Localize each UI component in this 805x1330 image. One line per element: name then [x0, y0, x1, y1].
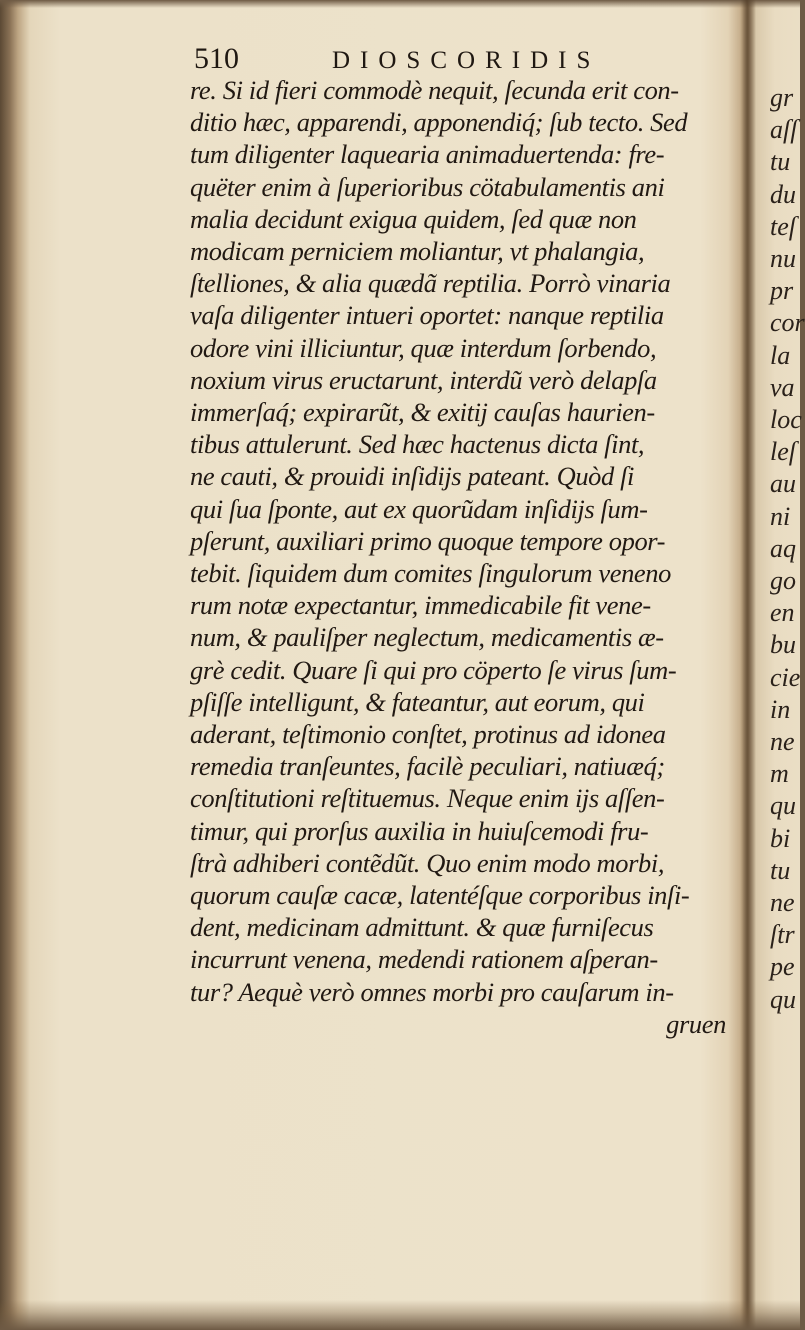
text-line: dent, medicinam admittunt. & quæ furniſecus: [190, 912, 654, 943]
next-page-fragment: bu: [770, 630, 796, 660]
text-line: odore vini illiciuntur, quæ interdum ſorbendo,: [190, 332, 657, 363]
next-page-fragment: cor: [770, 308, 805, 338]
next-page-edge: [770, 82, 805, 1016]
next-page-fragment: va: [770, 372, 795, 402]
text-line: remedia tranſeuntes, facilè peculiari, natiuæq́;: [190, 751, 665, 782]
text-line: ſtelliones, & alia quædã reptilia. Porrò vinaria: [190, 268, 671, 299]
next-page-fragment: qu: [770, 984, 796, 1014]
next-page-fragment: go: [770, 566, 796, 596]
text-line: tibus attulerunt. Sed hæc hactenus dicta ſint,: [190, 429, 645, 460]
next-page-fragment: bi: [770, 823, 791, 853]
text-line: qui ſua ſponte, aut ex quorũdam inſidijs ſum-: [190, 493, 648, 524]
text-line: conſtitutioni reſtituemus. Neque enim ijs aſſen-: [190, 783, 665, 814]
next-page-fragment: en: [770, 598, 795, 628]
text-line: re. Si id fieri commodè nequit, ſecunda erit con-: [190, 75, 679, 105]
text-line: tum diligenter laquearia animaduertenda: fre-: [190, 139, 665, 170]
next-page-fragment: aſſ: [770, 115, 798, 145]
page-bottom-edge: [0, 1300, 800, 1330]
next-page-fragment: tu: [770, 855, 791, 885]
next-page-fragment: ne: [770, 727, 795, 757]
next-page-fragment: la: [770, 340, 791, 370]
text-line: noxium virus eructarunt, interdũ verò delapſa: [190, 364, 657, 395]
catchword: gruen: [666, 1008, 726, 1039]
text-line: num, & pauliſper neglectum, medicamentis æ-: [190, 622, 664, 653]
next-page-fragment: pr: [770, 276, 794, 306]
left-page: [20, 0, 748, 1318]
text-line: grè cedit. Quare ſi qui pro cöperto ſe virus ſum-: [190, 654, 677, 685]
next-page-fragment: m: [770, 759, 789, 789]
next-page-fragment: cie: [770, 662, 801, 692]
next-page-fragment: loc: [770, 405, 802, 435]
next-page-fragment: teſ: [770, 211, 796, 241]
next-page-fragment: tu: [770, 147, 791, 177]
next-page-fragment: qu: [770, 791, 796, 821]
text-line: quëter enim à ſuperioribus cötabulamentis ani: [190, 171, 665, 202]
next-page-fragment: leſ: [770, 437, 796, 467]
next-page-fragment: au: [770, 469, 796, 499]
page-number: 510: [194, 42, 239, 75]
text-line: modicam perniciem moliantur, vt phalangia,: [190, 236, 645, 267]
text-line: immerſaq́; expirarũt, & exitij cauſas haurien-: [190, 397, 655, 428]
text-line: incurrunt venena, medendi rationem aſperan-: [190, 944, 658, 975]
page-header: [194, 42, 654, 76]
next-page-fragment: gr: [770, 83, 794, 112]
body-text: [190, 74, 750, 1040]
text-line: ne cauti, & prouidi inſidijs pateant. Quòd ſi: [190, 461, 635, 492]
next-page-fragment: pe: [770, 952, 795, 982]
next-page-fragment: ſtr: [770, 920, 795, 950]
text-line: tur? Aequè verò omnes morbi pro cauſarum in-: [190, 976, 674, 1007]
text-line: ſtrà adhiberi contẽdũt. Quo enim modo morbi,: [190, 847, 665, 878]
next-page-fragment: aq: [770, 533, 796, 563]
running-head: DIOSCORIDIS: [332, 47, 601, 74]
text-line: pſerunt, auxiliari primo quoque tempore opor-: [190, 525, 666, 556]
text-line: aderant, teſtimonio conſtet, protinus ad idonea: [190, 719, 666, 750]
next-page-fragment: ni: [770, 501, 791, 531]
text-line: timur, qui prorſus auxilia in huiuſcemodi fru-: [190, 815, 649, 846]
text-line: rum notæ expectantur, immedicabile fit vene-: [190, 590, 651, 621]
next-page-fragment: ne: [770, 888, 795, 918]
next-page-fragment: du: [770, 179, 796, 209]
text-line: ditio hæc, apparendi, apponendiq́; ſub tecto. Sed: [190, 107, 688, 138]
text-line: malia decidunt exigua quidem, ſed quæ non: [190, 203, 637, 234]
next-page-fragment: nu: [770, 244, 796, 274]
text-line: tebit. ſiquidem dum comites ſingulorum veneno: [190, 558, 671, 589]
text-line: pſiſſe intelligunt, & fateantur, aut eorum, qui: [190, 686, 645, 717]
gutter-shadow: [740, 0, 756, 1330]
text-line: quorum cauſæ cacæ, latentéſque corporibus inſi-: [190, 880, 690, 911]
text-line: vaſa diligenter intueri oportet: nanque reptilia: [190, 300, 664, 331]
next-page-fragment: in: [770, 694, 791, 724]
